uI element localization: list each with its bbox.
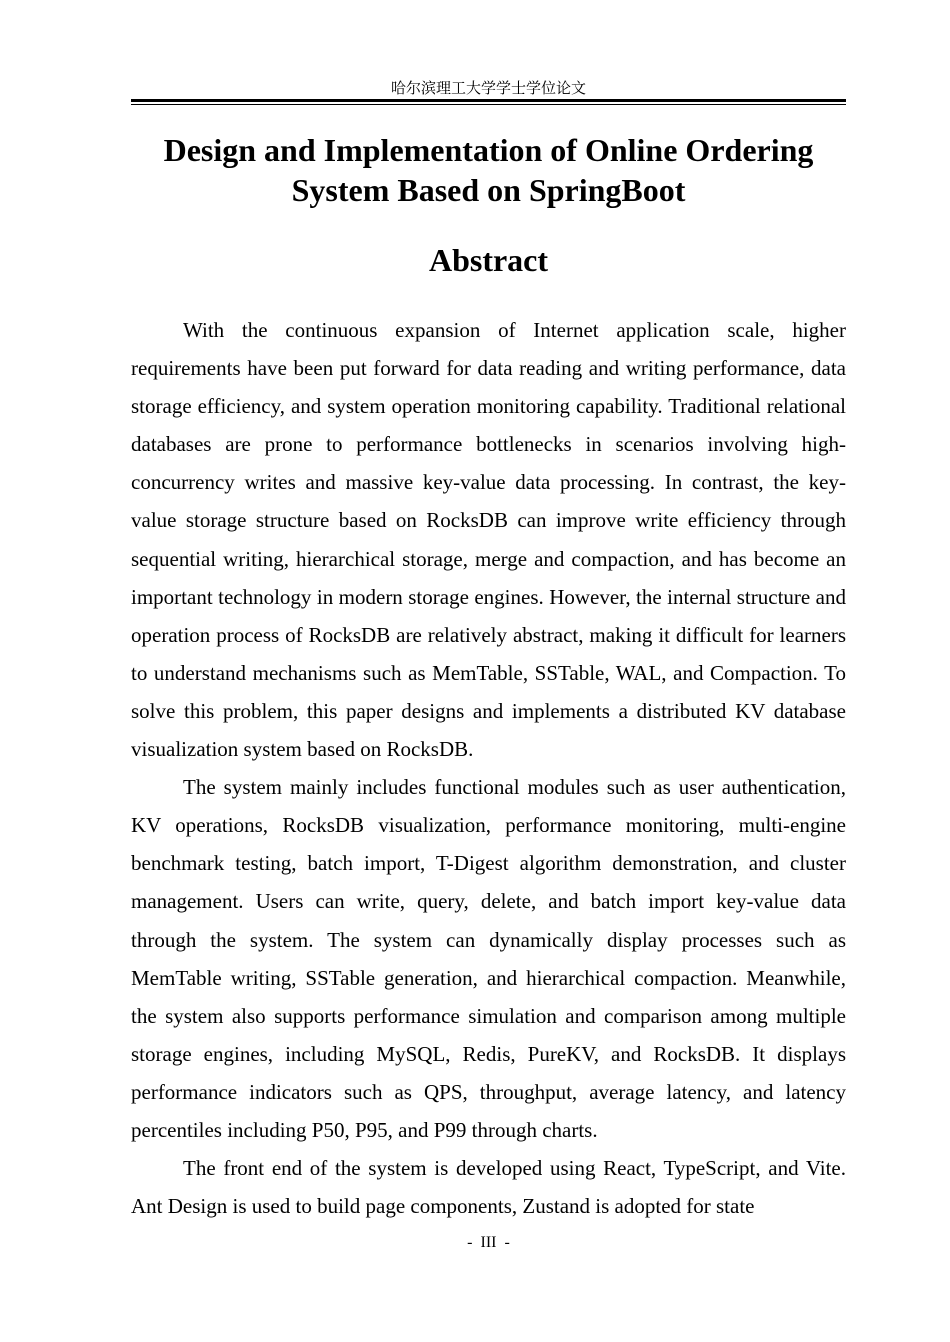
- abstract-heading: Abstract: [428, 242, 549, 278]
- paper-title: Design and Implementation of Online Ordering System Based on SpringBoot: [163, 132, 814, 208]
- abstract-body: [131, 311, 846, 1225]
- header-rule-thin: [131, 104, 846, 105]
- header-rule-thick: [131, 99, 846, 102]
- running-header: 哈尔滨理工大学学士学位论文: [390, 79, 586, 97]
- abstract-paragraph-2: The system mainly includes functional modules such as user authentication, KV operations, RocksDB visualization, performance monitoring, multi-engine benchmark testing, batch import, T-Digest algorithm demonstration, and cluster management. Users can write, query, delete, and batch import key-value data through the system. The system can dynamically display processes such as MemTable writing, SSTable generation, and hierarchical compaction. Meanwhile, the system also supports performance simulation and comparison among multiple storage engines, including MySQL, Redis, PureKV, and RocksDB. It displays performance indicators such as QPS, throughput, average latency, and latency percentiles including P50, P95, and P99 through charts.: [131, 775, 846, 1142]
- page-number: - III -: [467, 1234, 510, 1251]
- abstract-paragraph-3: The front end of the system is developed using React, TypeScript, and Vite. Ant Design is used to build page components, Zustand is adopted for state: [131, 1156, 846, 1219]
- abstract-paragraph-1: With the continuous expansion of Internet application scale, higher requirements have been put forward for data reading and writing performance, data storage efficiency, and system operation monitoring capability. Traditional relational databases are prone to performance bottlenecks in scenarios involving high-concurrency writes and massive key-value data processing. In contrast, the key-value storage structure based on RocksDB can improve write efficiency through sequential writing, hierarchical storage, merge and compaction, and has become an important technology in modern storage engines. However, the internal structure and operation process of RocksDB are relatively abstract, making it difficult for learners to understand mechanisms such as MemTable, SSTable, WAL, and Compaction. To solve this problem, this paper designs and implements a distributed KV database visualization system based on RocksDB.: [131, 318, 846, 762]
